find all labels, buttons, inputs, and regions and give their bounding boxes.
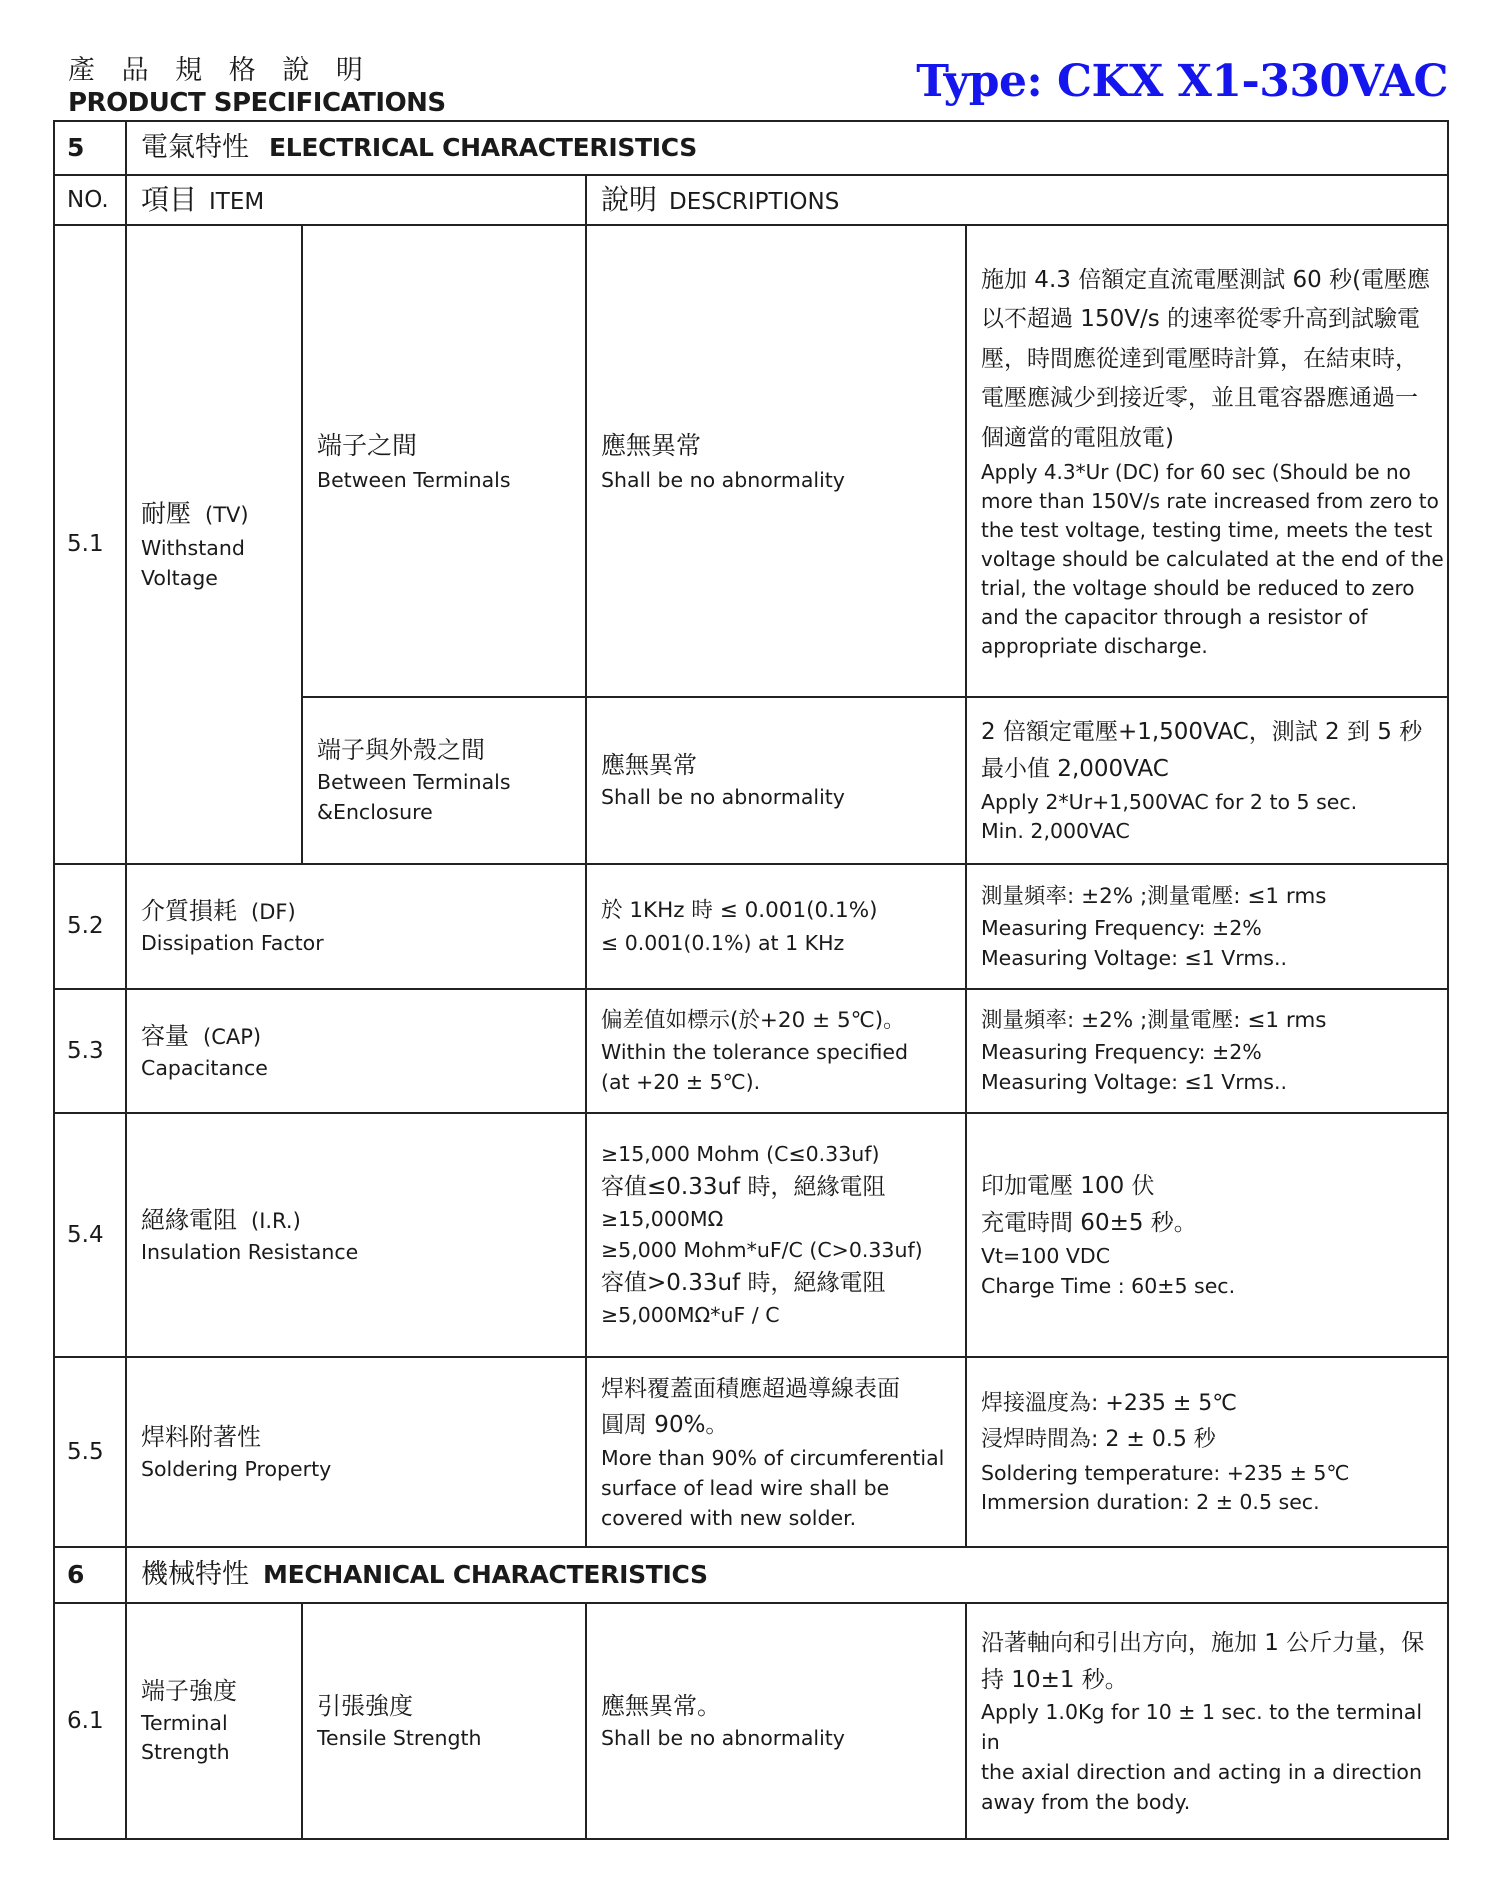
description-cell: 2 倍額定電壓+1,500VAC，測試 2 到 5 秒 最小值 2,000VAC Apply 2*Ur+1,500VAC for 2 to 5 sec. Min. 2,000VAC	[966, 697, 1448, 864]
table-row-5-4	[54, 1113, 1448, 1357]
desc-en-2: Charge Time : 60±5 sec.	[981, 1273, 1236, 1298]
desc-cn: 測量頻率: ±2% ;測量電壓: ≤1 rms	[981, 883, 1327, 909]
requirement-cell	[586, 864, 966, 989]
requirement-cell	[586, 225, 966, 697]
section-title-cn: 機械特性	[141, 1558, 249, 1590]
col-item: 項目 ITEM	[126, 175, 586, 225]
req-en: Shall be no abnormality	[601, 1725, 845, 1750]
item-en: Soldering Property	[141, 1456, 332, 1481]
item-en: Capacitance	[141, 1055, 268, 1080]
col-no: NO.	[54, 175, 126, 225]
desc-en-1: Measuring Frequency: ±2%	[981, 1040, 1262, 1065]
desc-en-1: Vt=100 VDC	[981, 1244, 1111, 1269]
req-en: ≤ 0.001(0.1%) at 1 KHz	[601, 930, 845, 955]
item-cn: 耐壓	[141, 499, 192, 529]
sub-cn: 端子之間	[317, 430, 418, 460]
item-en-1: Withstand	[141, 536, 245, 561]
item-cell	[126, 225, 302, 864]
desc-en-2: Measuring Voltage: ≤1 Vrms..	[981, 1070, 1288, 1095]
section-row-6	[54, 1547, 1448, 1603]
item-en: Dissipation Factor	[141, 931, 324, 956]
item-cn: 容量	[141, 1021, 189, 1050]
requirement-cell	[586, 1603, 966, 1839]
column-header-row	[54, 175, 1448, 225]
desc-en-1: Measuring Frequency: ±2%	[981, 915, 1262, 940]
sub-item-cell	[302, 1603, 586, 1839]
sub-cn: 引張強度	[317, 1691, 413, 1720]
item-abbr: (CAP)	[203, 1024, 262, 1049]
table-row-6-1	[54, 1603, 1448, 1839]
sub-en: Tensile Strength	[317, 1725, 482, 1750]
req-en-2: (at +20 ± 5℃).	[601, 1070, 761, 1095]
item-cn: 絕緣電阻	[141, 1205, 237, 1234]
requirement-cell	[586, 697, 966, 864]
item-abbr: (DF)	[251, 900, 296, 925]
req-cn-1: 焊料覆蓋面積應超過導線表面	[601, 1375, 900, 1402]
desc-en-2: Measuring Voltage: ≤1 Vrms..	[981, 945, 1288, 970]
sub-item-cell	[302, 225, 586, 697]
section-row-5	[54, 121, 1448, 175]
item-cell	[126, 864, 586, 989]
item-abbr: (I.R.)	[251, 1208, 301, 1233]
desc-cn-2: 充電時間 60±5 秒。	[981, 1210, 1197, 1237]
table-row-5-3	[54, 989, 1448, 1113]
section-number: 6	[54, 1547, 126, 1603]
requirement-cell: ≥15,000 Mohm (C≤0.33uf) 容值≤0.33uf 時，絕緣電阻 ≥15,000MΩ ≥5,000 Mohm*uF/C (C>0.33uf) 容值>0.33uf 時，絕緣電阻 ≥5,000MΩ*uF / C	[586, 1113, 966, 1357]
desc-cn-2: 持 10±1 秒。	[981, 1666, 1128, 1693]
item-en: Insulation Resistance	[141, 1239, 359, 1264]
sub-en: Between Terminals	[317, 467, 511, 492]
row-number: 6.1	[54, 1603, 126, 1839]
requirement-cell	[586, 989, 966, 1113]
req-cn: 應無異常	[601, 430, 702, 460]
item-en-1: Terminal	[141, 1710, 228, 1735]
req-cn: 偏差值如標示(於+20 ± 5℃)。	[601, 1008, 905, 1034]
req-cn: 應無異常	[601, 751, 697, 780]
description-cell	[966, 1113, 1448, 1357]
section-title-cn: 電氣特性	[141, 131, 249, 163]
row-number: 5.1	[54, 225, 126, 864]
row-number: 5.5	[54, 1357, 126, 1547]
spec-table	[53, 120, 1449, 1840]
req-en: Shall be no abnormality	[601, 785, 845, 810]
item-en-2: Strength	[141, 1740, 230, 1765]
row-number: 5.2	[54, 864, 126, 989]
header-title-en: PRODUCT SPECIFICATIONS	[68, 88, 446, 118]
row-number: 5.4	[54, 1113, 126, 1357]
req-en: Shall be no abnormality	[601, 467, 845, 492]
description-cell: 施加 4.3 倍額定直流電壓測試 60 秒(電壓應 以不超過 150V/s 的速率從零升高到試驗電 壓，時間應從達到電壓時計算，在結束時， 電壓應減少到接近零，並且電容器應通過一 個適當的電阻放電) Apply 4.3*Ur (DC) for 60 sec (Should be no more than 150V/s rate increased from zero to the test voltage, testing time, meets the test voltage should be calculated at the end of the trial, the voltage should be reduced to zero and the capacitor through a resistor of appropriate discharge.	[966, 225, 1448, 697]
item-cn: 端子強度	[141, 1676, 237, 1705]
col-desc: 說明 DESCRIPTIONS	[586, 175, 1448, 225]
desc-cn-1: 焊接溫度為: +235 ± 5℃	[981, 1390, 1237, 1416]
description-cell: 沿著軸向和引出方向，施加 1 公斤力量，保 持 10±1 秒。 Apply 1.0Kg for 10 ± 1 sec. to the terminal in the axial direction and acting in a direction away from the body.	[966, 1603, 1448, 1839]
item-cell	[126, 989, 586, 1113]
desc-en-1: Soldering temperature: +235 ± 5℃	[981, 1460, 1350, 1485]
table-row-5-1a	[54, 225, 1448, 697]
description-cell	[966, 864, 1448, 989]
item-cn: 焊料附著性	[141, 1422, 261, 1451]
item-cell	[126, 1113, 586, 1357]
type-label: Type: CKX X1-330VAC	[916, 56, 1448, 107]
section-title-en: MECHANICAL CHARACTERISTICS	[263, 1559, 708, 1589]
table-row-5-5	[54, 1357, 1448, 1547]
desc-cn-1: 印加電壓 100 伏	[981, 1173, 1155, 1200]
item-cell	[126, 1357, 586, 1547]
req-cn: 應無異常。	[601, 1691, 721, 1720]
row-number: 5.3	[54, 989, 126, 1113]
req-en-1: Within the tolerance specified	[601, 1040, 908, 1065]
header-title-cn: 產 品 規 格 說 明	[68, 55, 372, 86]
desc-cn-2: 浸焊時間為: 2 ± 0.5 秒	[981, 1427, 1216, 1453]
section-title	[126, 1547, 1448, 1603]
requirement-cell: 焊料覆蓋面積應超過導線表面 圓周 90%。 More than 90% of circumferential surface of lead wire shall be covered with new solder.	[586, 1357, 966, 1547]
sub-item-cell	[302, 697, 586, 864]
item-cell	[126, 1603, 302, 1839]
sub-cn: 端子與外殼之間	[317, 736, 485, 765]
item-abbr: (TV)	[205, 503, 249, 528]
sub-en-2: &Enclosure	[317, 799, 433, 824]
desc-cn-1: 沿著軸向和引出方向，施加 1 公斤力量，保	[981, 1629, 1425, 1656]
desc-en-2: Immersion duration: 2 ± 0.5 sec.	[981, 1490, 1320, 1515]
table-row-5-2	[54, 864, 1448, 989]
req-cn-2: 圓周 90%。	[601, 1412, 729, 1439]
item-en-2: Voltage	[141, 565, 218, 590]
sub-en-1: Between Terminals	[317, 770, 511, 795]
section-title-en: ELECTRICAL CHARACTERISTICS	[269, 132, 697, 162]
item-cn: 介質損耗	[141, 897, 237, 926]
description-cell	[966, 1357, 1448, 1547]
description-cell	[966, 989, 1448, 1113]
section-number: 5	[54, 121, 126, 175]
section-title	[126, 121, 1448, 175]
desc-cn: 測量頻率: ±2% ;測量電壓: ≤1 rms	[981, 1008, 1327, 1034]
req-cn: 於 1KHz 時 ≤ 0.001(0.1%)	[601, 898, 878, 924]
